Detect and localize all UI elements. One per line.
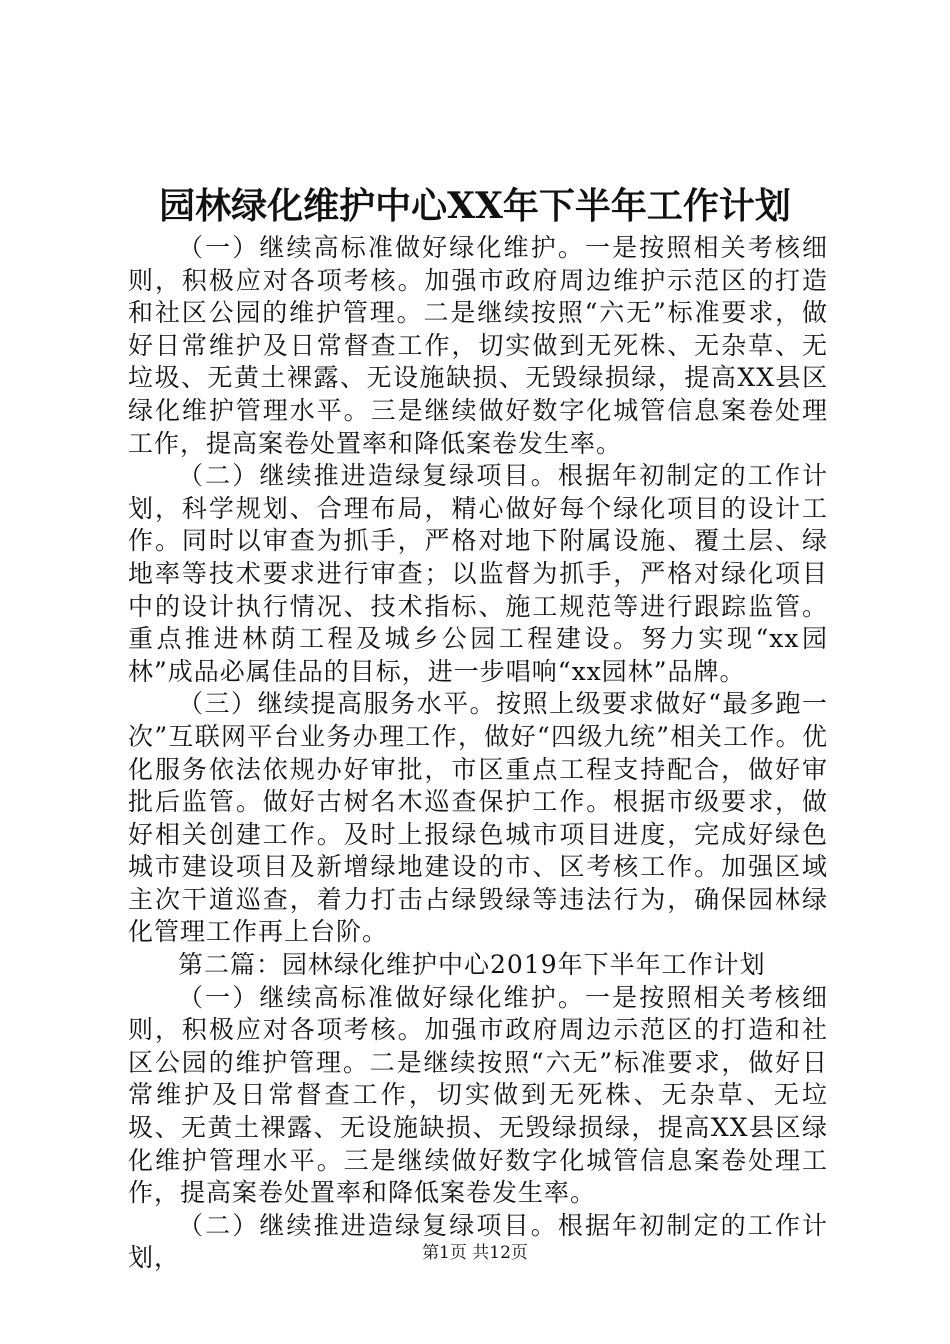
paragraph-article2-section-2: （二）继续推进造绿复绿项目。根据年初制定的工作计划， — [128, 1210, 828, 1273]
second-article-heading: 第二篇：园林绿化维护中心2019年下半年工作计划 — [178, 950, 766, 980]
document-body — [128, 232, 828, 1275]
paragraph-article2-section-1: （一）继续高标准做好绿化维护。一是按照相关考核细则，积极应对各项考核。加强市政府周边示范区的打造和社区公园的维护管理。二是继续按照“六无”标准要求，做好日常维护及日常督查工作，切实做到无死株、无杂草、无垃圾、无黄土裸露、无设施缺损、无毁绿损绿，提高XX县区绿化维护管理水平。三是继续做好数字化城管信息案卷处理工作，提高案卷处置率和降低案卷发生率。 — [128, 982, 828, 1208]
document-title: 园林绿化维护中心XX年下半年工作计划 — [159, 185, 791, 227]
paragraph-section-2: （二）继续推进造绿复绿项目。根据年初制定的工作计划，科学规划、合理布局，精心做好每个绿化项目的设计工作。同时以审查为抓手，严格对地下附属设施、覆土层、绿地率等技术要求进行审查；以监督为抓手，严格对绿化项目中的设计执行情况、技术指标、施工规范等进行跟踪监管。重点推进林荫工程及城乡公园工程建设。努力实现“xx园林”成品必属佳品的目标，进一步唱响“xx园林”品牌。 — [128, 461, 828, 686]
paragraph-section-1: （一）继续高标准做好绿化维护。一是按照相关考核细则，积极应对各项考核。加强市政府周边维护示范区的打造和社区公园的维护管理。二是继续按照“六无”标准要求，做好日常维护及日常督查工作，切实做到无死株、无杂草、无垃圾、无黄土裸露、无设施缺损、无毁绿损绿，提高XX县区绿化维护管理水平。三是继续做好数字化城管信息案卷处理工作，提高案卷处置率和降低案卷发生率。 — [128, 233, 828, 458]
page-footer: 第1页 共12页 — [422, 1243, 528, 1263]
paragraph-section-3: （三）继续提高服务水平。按照上级要求做好“最多跑一次”互联网平台业务办理工作，做好“四级九统”相关工作。优化服务依法依规办好审批，市区重点工程支持配合，做好审批后监管。做好古树名木巡查保护工作。根据市级要求，做好相关创建工作。及时上报绿色城市项目进度，完成好绿色城市建设项目及新增绿地建设的市、区考核工作。加强区域主次干道巡查，着力打击占绿毁绿等违法行为，确保园林绿化管理工作再上台阶。 — [128, 689, 828, 947]
